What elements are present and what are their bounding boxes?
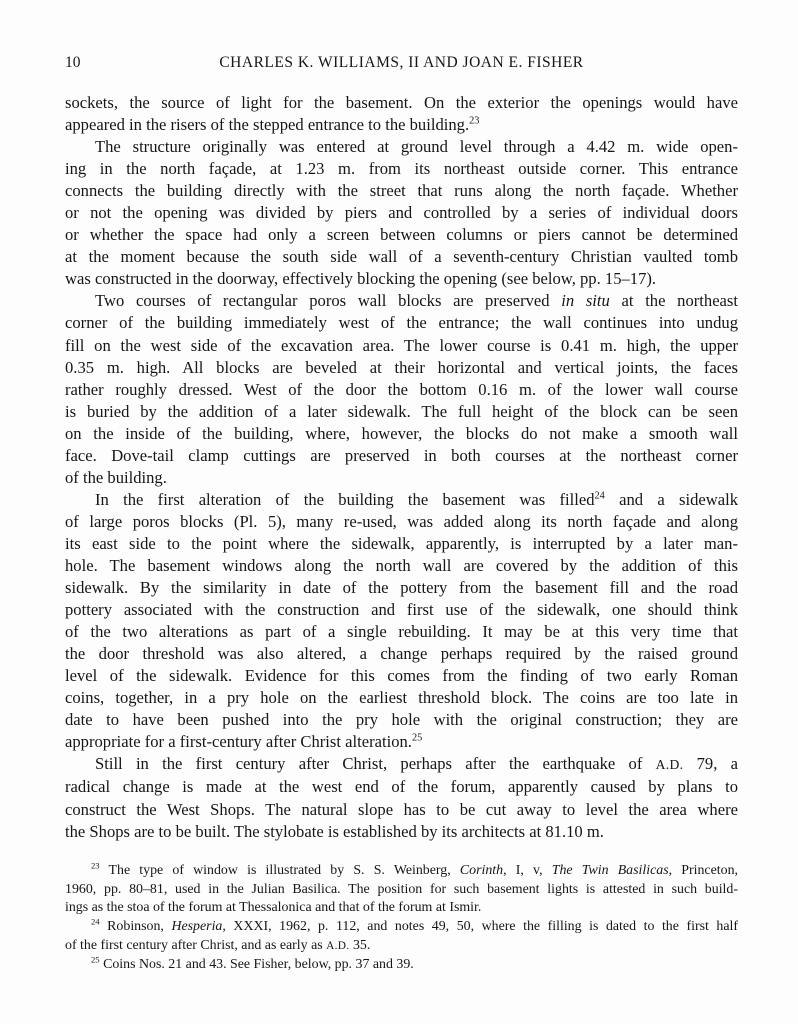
text-segment: is buried by the addition of a later sidewalk. The full height of the block can be seen <box>65 401 738 421</box>
text-segment: date to have been pushed into the pry hole with the original construction; they are <box>65 710 738 730</box>
text-segment: 1960, pp. 80–81, used in the Julian Basilica. The position for such basement lights is attested in such build- <box>65 881 738 897</box>
text-line <box>65 953 738 975</box>
text-line <box>65 180 738 202</box>
text-line <box>65 599 738 621</box>
text-segment: A.D. <box>655 757 684 773</box>
text-line <box>65 533 738 555</box>
text-line <box>65 357 738 379</box>
text-line <box>65 621 738 643</box>
text-line <box>65 335 738 357</box>
text-segment: of the first century after Christ, and as early as <box>65 937 327 953</box>
text-segment: hole. The basement windows along the north wall are covered by the addition of this <box>65 555 738 575</box>
text-segment: or whether the space had only a screen between columns or piers cannot be determined <box>65 225 738 245</box>
text-segment: Two courses of rectangular poros wall blocks are preserved <box>95 291 562 311</box>
text-line <box>65 379 738 401</box>
footnote-marker: 23 <box>469 115 480 127</box>
text-segment: Still in the first century after Christ, perhaps after the earthquake of <box>95 754 656 774</box>
text-segment: , XXXI, 1962, p. 112, and notes 49, 50, where the filling is dated to the first half <box>222 919 738 935</box>
text-segment: ing in the north façade, at 1.23 m. from its northeast outside corner. This entrance <box>65 159 738 179</box>
paragraph <box>65 489 738 754</box>
text-line <box>65 709 738 731</box>
body-text <box>65 92 738 843</box>
text-segment: , Princeton, <box>668 863 738 878</box>
text-segment: in situ <box>561 291 610 311</box>
text-line <box>65 224 738 246</box>
text-segment: coins, together, in a pry hole on the earliest threshold block. The coins are too late in <box>65 688 738 708</box>
text-line <box>65 202 738 224</box>
text-line <box>65 467 738 489</box>
text-segment: Coins Nos. 21 and 43. See Fisher, below, pp. 37 and 39. <box>99 956 414 972</box>
text-segment: connects the building directly with the street that runs along the north façade. Whether <box>65 181 738 201</box>
paragraph <box>65 290 738 488</box>
text-line <box>65 643 738 665</box>
text-line <box>65 158 738 180</box>
text-segment: 35. <box>349 937 371 953</box>
text-segment: sidewalk. By the similarity in date of the pottery from the basement fill and the road <box>65 578 738 598</box>
text-segment: the door threshold was also altered, a change perhaps required by the raised ground <box>65 644 738 664</box>
text-segment: its east side to the point where the sidewalk, apparently, is interrupted by a later man- <box>65 533 738 553</box>
text-line <box>65 799 738 821</box>
page-number: 10 <box>65 54 81 71</box>
text-segment: pottery associated with the construction and first use of the sidewalk, one should think <box>65 600 738 620</box>
footnote-marker: 25 <box>91 953 100 964</box>
paragraph <box>65 753 738 842</box>
paragraph <box>65 918 738 955</box>
text-segment: appeared in the risers of the stepped entrance to the building. <box>65 115 470 135</box>
text-segment: or not the opening was divided by piers and controlled by a series of individual doors <box>65 203 738 223</box>
text-line <box>65 489 738 511</box>
text-line <box>65 92 738 114</box>
footnotes <box>65 862 738 974</box>
text-segment: face. Dove-tail clamp cuttings are preserved in both courses at the northeast corner <box>65 445 738 465</box>
text-segment: appropriate for a first-century after Christ alteration. <box>65 732 412 752</box>
text-segment: 0.35 m. high. All blocks are beveled at their horizontal and vertical joints, the faces <box>65 357 738 377</box>
text-segment: of large poros blocks (Pl. 5), many re-used, was added along its north façade and along <box>65 511 738 531</box>
text-segment: was constructed in the doorway, effectively blocking the opening (see below, pp. 15–17). <box>65 269 657 289</box>
text-segment: the Shops are to be built. The stylobate is established by its architects at 81.10 m. <box>65 821 604 841</box>
paragraph <box>65 953 738 975</box>
text-line <box>65 881 738 900</box>
footnote-marker: 24 <box>91 916 100 927</box>
text-segment: fill on the west side of the excavation area. The lower course is 0.41 m. high, the upper <box>65 335 738 355</box>
text-line <box>65 937 738 956</box>
text-segment: on the inside of the building, where, however, the blocks do not make a smooth wall <box>65 423 738 443</box>
text-line <box>65 290 738 312</box>
text-line <box>65 731 738 753</box>
footnote-marker: 25 <box>411 732 423 744</box>
text-segment: of the two alterations as part of a single rebuilding. It may be at this very time that <box>65 622 738 642</box>
running-header: CHARLES K. WILLIAMS, II AND JOAN E. FISHER <box>219 54 584 71</box>
text-segment: The type of window is illustrated by S. S. Weinberg, <box>99 863 460 878</box>
text-line <box>65 114 738 136</box>
text-segment: Robinson, <box>99 919 172 935</box>
text-segment: ings as the stoa of the forum at Thessalonica and that of the forum at Ismir. <box>65 900 482 916</box>
text-line <box>65 776 738 798</box>
text-segment: 79, a <box>683 754 738 774</box>
text-segment: sockets, the source of light for the basement. On the exterior the openings would have <box>65 93 738 112</box>
text-line <box>65 899 738 918</box>
text-segment: Hesperia <box>171 919 223 935</box>
text-line <box>65 401 738 423</box>
text-segment: rather roughly dressed. West of the door the bottom 0.16 m. of the lower wall course <box>65 379 738 399</box>
footnote-marker: 24 <box>594 490 605 502</box>
text-line <box>65 821 738 843</box>
text-segment: at the moment because the south side wall of a seventh-century Christian vaulted tomb <box>65 247 738 267</box>
text-segment: The structure originally was entered at ground level through a 4.42 m. wide open- <box>95 137 738 157</box>
text-line <box>65 753 738 776</box>
text-line <box>65 555 738 577</box>
paragraph <box>65 862 738 918</box>
text-line <box>65 312 738 334</box>
text-line <box>65 687 738 709</box>
text-line <box>65 862 738 881</box>
text-segment: corner of the building immediately west of the entrance; the wall continues into undug <box>65 313 738 333</box>
text-line <box>65 511 738 533</box>
text-line <box>65 577 738 599</box>
text-segment: , I, v, <box>503 863 552 878</box>
text-line <box>65 246 738 268</box>
text-segment: In the first alteration of the building the basement was filled <box>95 489 595 509</box>
text-segment: The Twin Basilicas <box>551 863 669 878</box>
text-segment: level of the sidewalk. Evidence for this comes from the finding of two early Roman <box>65 666 738 686</box>
text-line <box>65 665 738 687</box>
paragraph <box>65 92 738 136</box>
text-segment: construct the West Shops. The natural slope has to be cut away to level the area where <box>65 799 738 819</box>
text-line <box>65 423 738 445</box>
text-segment: and a sidewalk <box>604 489 738 509</box>
footnote-marker: 23 <box>91 860 100 871</box>
text-line <box>65 445 738 467</box>
paragraph <box>65 136 738 290</box>
text-line <box>65 918 738 937</box>
text-line <box>65 136 738 158</box>
text-line <box>65 268 738 290</box>
text-segment: radical change is made at the west end of the forum, apparently caused by plans to <box>65 777 738 797</box>
text-segment: Corinth <box>459 863 504 878</box>
text-segment: of the building. <box>65 467 167 487</box>
text-segment: A.D. <box>326 939 350 952</box>
text-segment: at the northeast <box>609 291 738 311</box>
